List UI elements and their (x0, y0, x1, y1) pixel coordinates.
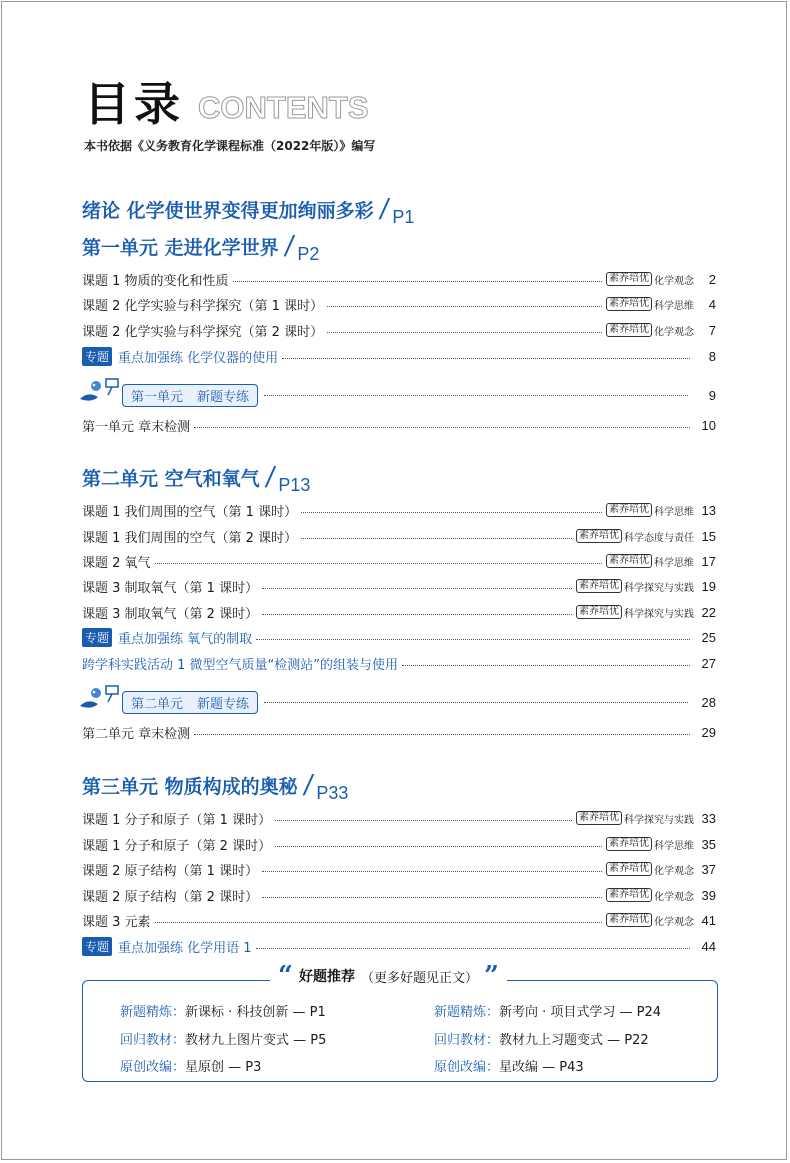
special-practice-label: 第二单元 新题专练 (122, 691, 258, 714)
slash-divider: / (282, 231, 296, 261)
dot-leader (264, 387, 688, 396)
toc-row[interactable] (82, 526, 716, 546)
page-number: 7 (708, 322, 716, 338)
mascot-icon (78, 377, 122, 405)
mascot-icon (78, 684, 122, 712)
slash-divider: / (377, 194, 391, 224)
page-number: 10 (701, 417, 716, 433)
section-page: P2 (297, 244, 320, 264)
toc-label: 重点加强练 化学用语 1 (118, 940, 252, 956)
page-header (84, 77, 369, 131)
toc-row-activity[interactable] (82, 653, 716, 673)
toc-row[interactable] (82, 551, 716, 571)
toc-row[interactable] (82, 500, 716, 520)
page-number: 33 (701, 810, 716, 826)
recommend-item[interactable]: 回归教材：教材九上图片变式 — P5 (120, 1033, 327, 1048)
recommend-item[interactable]: 原创改编：星改编 — P43 (434, 1060, 584, 1075)
toc-row[interactable] (82, 576, 716, 596)
toc-row[interactable] (82, 885, 716, 905)
toc-label: 跨学科实践活动 1 微型空气质量“检测站”的组装与使用 (82, 657, 399, 673)
toc-label: 课题 2 氧气 (82, 555, 151, 571)
skill-badge: 素养培优 化学观念 (606, 272, 694, 287)
topic-tag: 专题 (82, 937, 112, 956)
special-practice-label: 第一单元 新题专练 (122, 384, 258, 407)
toc-label: 课题 1 分子和原子（第 1 课时） (82, 812, 272, 828)
skill-badge: 素养培优 化学观念 (606, 323, 694, 338)
page-number: 29 (701, 724, 716, 740)
contents-word: CONTENTS (198, 90, 369, 125)
toc-label: 课题 1 分子和原子（第 2 课时） (82, 838, 272, 854)
toc-row-topic[interactable] (82, 627, 716, 647)
page-subtitle: 本书依据《义务教育化学课程标准（2022年版）》编写 (84, 139, 376, 153)
section-title: 第二单元 空气和氧气 (82, 468, 260, 490)
slash-divider: / (301, 770, 315, 800)
toc-label: 课题 2 化学实验与科学探究（第 1 课时） (82, 298, 324, 314)
page-number: 41 (701, 912, 716, 928)
page-number: 2 (708, 271, 716, 287)
skill-badge: 素养培优 科学思维 (606, 297, 694, 312)
dot-leader (301, 530, 572, 539)
page-number: 19 (701, 578, 716, 594)
toc-row-topic[interactable] (82, 346, 716, 366)
page-number: 9 (708, 387, 716, 403)
skill-badge: 素养培优 化学观念 (606, 913, 694, 928)
section-page: P33 (316, 783, 349, 803)
skill-badge: 素养培优 科学思维 (606, 503, 694, 518)
dot-leader (233, 273, 602, 282)
dot-leader (262, 580, 572, 589)
toc-label: 第一单元 章末检测 (82, 419, 191, 435)
dot-leader (256, 940, 690, 949)
page-number: 35 (701, 836, 716, 852)
recommend-item[interactable]: 新题精炼：新考向 · 项目式学习 — P24 (434, 1005, 662, 1020)
page-number: 17 (701, 553, 716, 569)
toc-row[interactable] (82, 269, 716, 289)
toc-label: 课题 1 我们周围的空气（第 1 课时） (82, 504, 298, 520)
dot-leader (155, 555, 602, 564)
section-page: P13 (278, 475, 311, 495)
toc-label: 课题 1 物质的变化和性质 (82, 273, 229, 289)
toc-label: 第二单元 章末检测 (82, 726, 191, 742)
page-number: 39 (701, 887, 716, 903)
special-practice-row[interactable] (78, 376, 716, 406)
page-number: 27 (701, 655, 716, 671)
toc-label: 重点加强练 氧气的制取 (118, 631, 253, 647)
dot-leader (155, 914, 602, 923)
dot-leader (194, 726, 690, 735)
section-title: 绪论 化学使世界变得更加绚丽多彩 (82, 200, 374, 222)
toc-label: 课题 2 原子结构（第 1 课时） (82, 863, 259, 879)
page-number: 22 (701, 604, 716, 620)
dot-leader (264, 694, 688, 703)
section-unit3[interactable] (82, 770, 349, 803)
dot-leader (194, 419, 690, 428)
skill-badge: 素养培优 科学探究与实践 (576, 579, 694, 594)
toc-label: 课题 2 原子结构（第 2 课时） (82, 889, 259, 905)
toc-row-topic[interactable] (82, 936, 716, 956)
toc-row[interactable] (82, 834, 716, 854)
toc-label: 课题 2 化学实验与科学探究（第 2 课时） (82, 324, 324, 340)
toc-label: 课题 3 元素 (82, 914, 151, 930)
dot-leader (262, 606, 572, 615)
section-title: 第一单元 走进化学世界 (82, 237, 279, 259)
toc-label: 课题 1 我们周围的空气（第 2 课时） (82, 530, 298, 546)
skill-badge: 素养培优 科学探究与实践 (576, 605, 694, 620)
page-title: 目录 (84, 77, 184, 131)
dot-leader (256, 631, 690, 640)
section-unit1[interactable] (82, 231, 320, 264)
section-unit2[interactable] (82, 462, 311, 495)
skill-badge: 素养培优 化学观念 (606, 862, 694, 877)
skill-badge: 素养培优 科学思维 (606, 837, 694, 852)
open-quote-icon: “ (278, 961, 293, 991)
special-practice-row[interactable] (78, 683, 716, 713)
page-number: 28 (701, 694, 716, 710)
recommend-title: “ 好题推荐 （更多好题见正文） ” (270, 966, 507, 986)
recommend-item[interactable]: 回归教材：教材九上习题变式 — P22 (434, 1033, 649, 1048)
page-number: 15 (701, 528, 716, 544)
page-number: 8 (708, 348, 716, 364)
toc-label: 课题 3 制取氧气（第 1 课时） (82, 580, 259, 596)
toc-row[interactable] (82, 294, 716, 314)
toc-label: 重点加强练 化学仪器的使用 (118, 350, 279, 366)
dot-leader (262, 889, 602, 898)
section-title: 第三单元 物质构成的奥秘 (82, 776, 298, 798)
slash-divider: / (263, 462, 277, 492)
recommend-item[interactable]: 新题精炼：新课标 · 科技创新 — P1 (120, 1005, 326, 1020)
dot-leader (327, 324, 602, 333)
section-page: P1 (392, 207, 415, 227)
recommend-item[interactable]: 原创改编：星原创 — P3 (120, 1060, 262, 1075)
toc-row-test[interactable] (82, 415, 716, 435)
dot-leader (402, 657, 690, 666)
skill-badge: 素养培优 科学态度与责任 (576, 529, 694, 544)
toc-row[interactable] (82, 808, 716, 828)
skill-badge: 素养培优 科学思维 (606, 554, 694, 569)
page-number: 44 (701, 938, 716, 954)
dot-leader (262, 863, 602, 872)
page-number: 37 (701, 861, 716, 877)
toc-row-test[interactable] (82, 722, 716, 742)
dot-leader (327, 298, 602, 307)
close-quote-icon: ” (483, 961, 499, 991)
page-number: 25 (701, 629, 716, 645)
toc-row[interactable] (82, 910, 716, 930)
topic-tag: 专题 (82, 347, 112, 366)
toc-row[interactable] (82, 602, 716, 622)
dot-leader (275, 838, 602, 847)
toc-row[interactable] (82, 859, 716, 879)
dot-leader (282, 350, 690, 359)
toc-label: 课题 3 制取氧气（第 2 课时） (82, 606, 259, 622)
section-intro[interactable] (82, 194, 415, 227)
skill-badge: 素养培优 化学观念 (606, 888, 694, 903)
dot-leader (301, 504, 602, 513)
toc-row[interactable] (82, 320, 716, 340)
dot-leader (275, 812, 572, 821)
topic-tag: 专题 (82, 628, 112, 647)
page-number: 13 (701, 502, 716, 518)
skill-badge: 素养培优 科学探究与实践 (576, 811, 694, 826)
page-number: 4 (708, 296, 716, 312)
